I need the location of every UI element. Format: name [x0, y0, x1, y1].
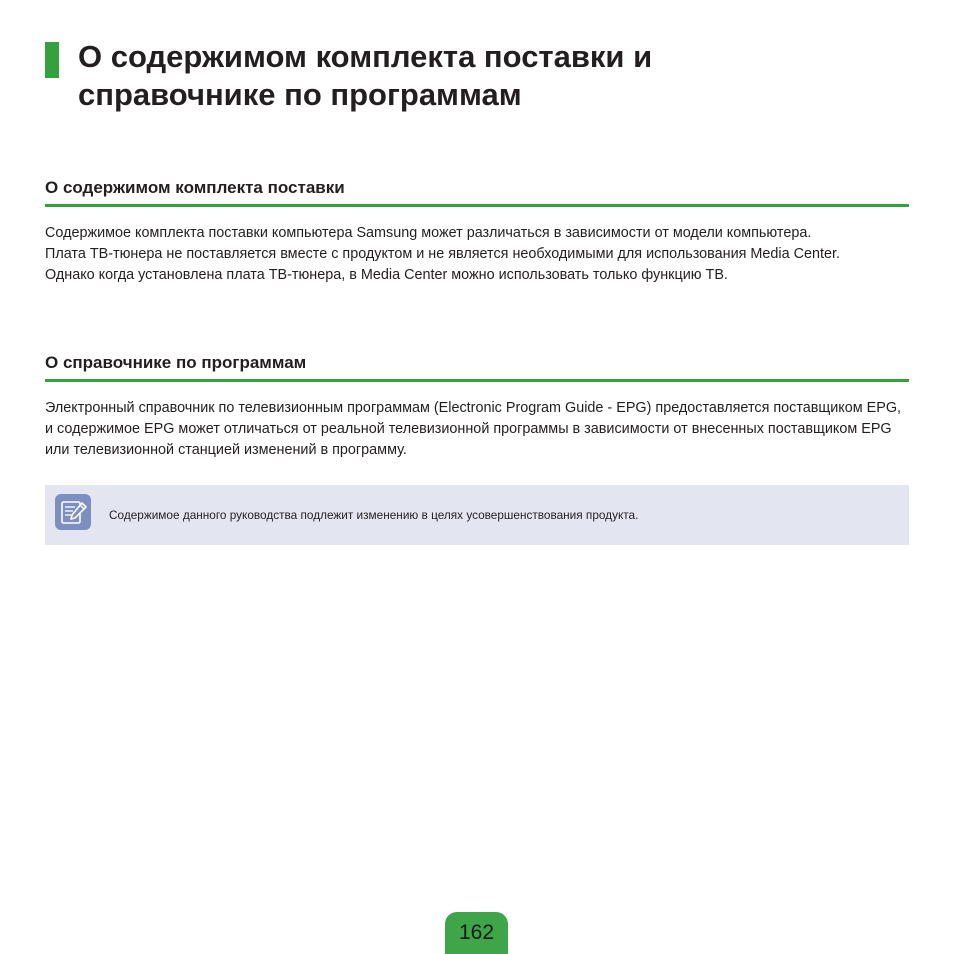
section-body-program-guide [45, 398, 909, 461]
note-box [45, 485, 909, 545]
section-body-package-contents [45, 223, 909, 286]
paragraph: Плата ТВ-тюнера не поставляется вместе с продуктом и не является необходимыми для использования Media Center. [45, 246, 841, 262]
page-title [45, 38, 905, 114]
section-package-contents [45, 177, 909, 286]
paragraph: Однако когда установлена плата ТВ-тюнера, в Media Center можно использовать только функцию ТВ. [45, 267, 728, 283]
note-text: Содержимое данного руководства подлежит изменению в целях усовершенствования продукта. [109, 508, 639, 522]
pencil-note-icon [55, 494, 91, 530]
section-program-guide [45, 352, 909, 461]
title-accent-bar [45, 42, 59, 78]
page-title-line-1: О содержимом комплекта поставки и [78, 39, 653, 74]
paragraph: Электронный справочник по телевизионным программам (Electronic Program Guide - EPG) предоставляется поставщиком EPG, и содержимое EPG может отличаться от реальной телевизионной программы в зависимости от внесенных поставщиком EPG или телевизионной станцией изменений в программу. [45, 400, 902, 458]
section-heading-program-guide: О справочнике по программам [45, 352, 909, 382]
page-title-line-2: справочнике по программам [78, 77, 522, 112]
paragraph: Содержимое комплекта поставки компьютера Samsung может различаться в зависимости от модели компьютера. [45, 225, 812, 241]
page-title-block [45, 38, 905, 114]
page-number: 162 [445, 912, 508, 954]
section-heading-package-contents: О содержимом комплекта поставки [45, 177, 909, 207]
